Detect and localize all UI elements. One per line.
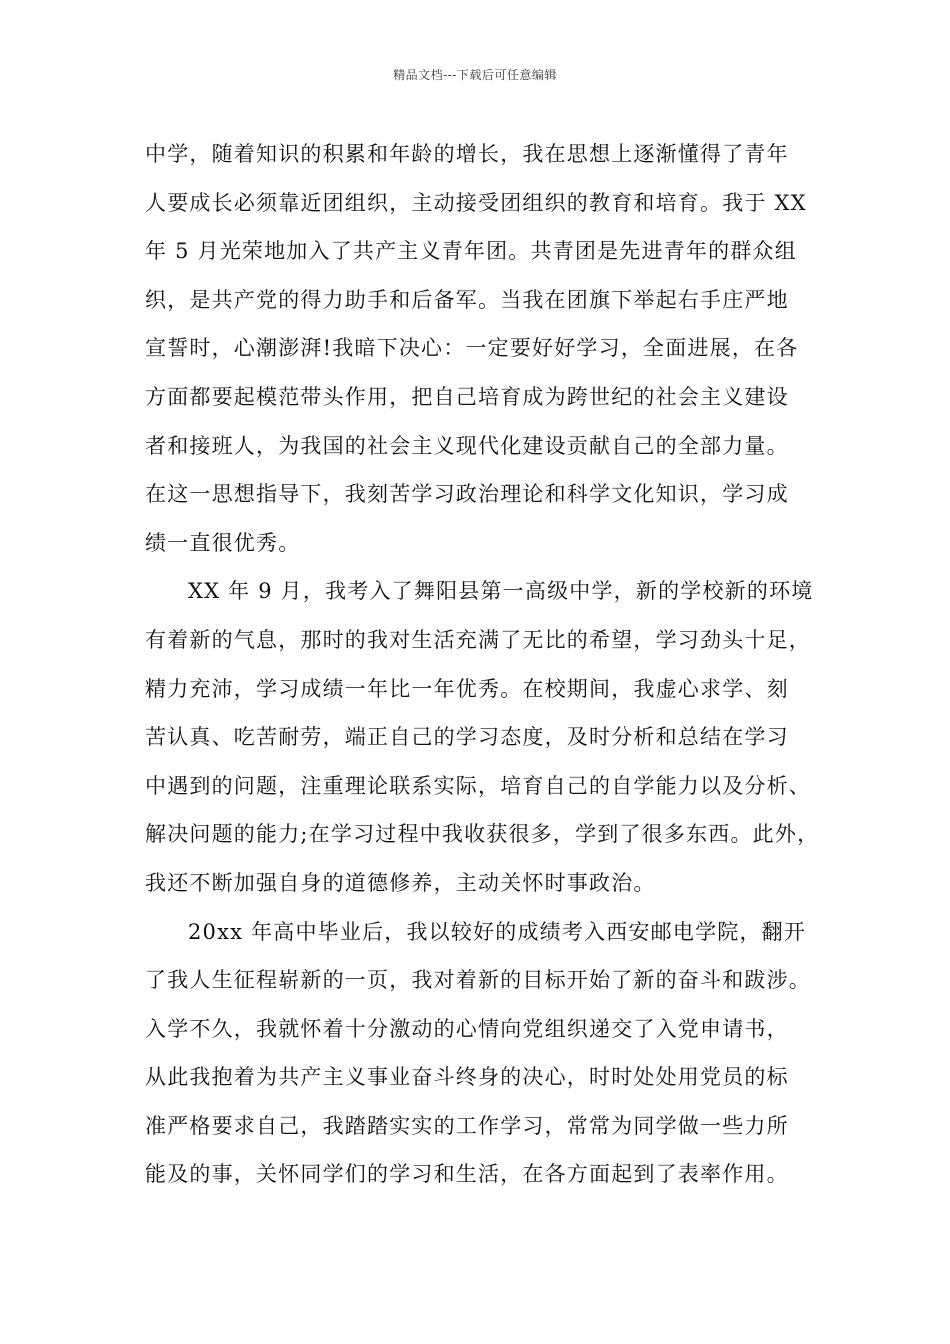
paragraph bbox=[145, 130, 810, 567]
text-line: 中学，随着知识的积累和年龄的增长，我在思想上逐渐懂得了青年 bbox=[145, 142, 789, 166]
text-line: 准严格要求自己，我踏踏实实的工作学习，常常为同学做一些力所 bbox=[145, 1113, 789, 1138]
text-line: 入学不久，我就怀着十分激动的心情向党组织递交了入党申请书， bbox=[145, 1016, 789, 1041]
text-line: 者和接班人，为我国的社会主义现代化建设贡献自己的全部力量。 bbox=[145, 433, 789, 458]
text-line: 解决问题的能力;在学习过程中我收获很多，学到了很多东西。此外， bbox=[145, 822, 820, 847]
text-line: 绩一直很优秀。 bbox=[145, 530, 301, 555]
text-line: 苦认真、吃苦耐劳，端正自己的学习态度，及时分析和总结在学习 bbox=[145, 725, 789, 750]
text-line: 能及的事，关怀同学们的学习和生活，在各方面起到了表率作用。 bbox=[145, 1162, 789, 1187]
text-line: 织，是共产党的得力助手和后备军。当我在团旗下举起右手庄严地 bbox=[145, 287, 789, 312]
text-line: 了我人生征程崭新的一页，我对着新的目标开始了新的奋斗和跋涉。 bbox=[145, 968, 811, 993]
text-line: 从此我抱着为共产主义事业奋斗终身的决心，时时处处用党员的标 bbox=[145, 1065, 789, 1090]
text-line: XX 年 9 月，我考入了舞阳县第一高级中学，新的学校新的环境 bbox=[188, 579, 814, 604]
text-line: 中遇到的问题，注重理论联系实际，培育自己的自学能力以及分析、 bbox=[145, 773, 811, 798]
text-line: 在这一思想指导下，我刻苦学习政治理论和科学文化知识，学习成 bbox=[145, 482, 789, 507]
text-line: 人要成长必须靠近团组织，主动接受团组织的教育和培育。我于 XX bbox=[145, 190, 807, 215]
text-line: 我还不断加强自身的道德修养，主动关怀时事政治。 bbox=[145, 870, 656, 895]
paragraph bbox=[145, 908, 810, 1200]
text-line: 有着新的气息，那时的我对生活充满了无比的希望，学习劲头十足， bbox=[145, 627, 811, 652]
text-line: 宣誓时，心潮澎湃!我暗下决心：一定要好好学习，全面进展，在各 bbox=[145, 336, 799, 361]
text-line: 方面都要起模范带头作用，把自己培育成为跨世纪的社会主义建设 bbox=[145, 384, 789, 409]
text-line: 20xx 年高中毕业后，我以较好的成绩考入西安邮电学院，翻开 bbox=[188, 919, 807, 944]
text-line: 精力充沛，学习成绩一年比一年优秀。在校期间，我虚心求学、刻 bbox=[145, 676, 789, 701]
page-header: 精品文档---下载后可任意编辑 bbox=[393, 68, 557, 82]
document-body bbox=[145, 130, 820, 1199]
paragraph bbox=[145, 567, 820, 907]
text-line: 年 5 月光荣地加入了共产主义青年团。共青团是先进青年的群众组 bbox=[145, 239, 797, 264]
